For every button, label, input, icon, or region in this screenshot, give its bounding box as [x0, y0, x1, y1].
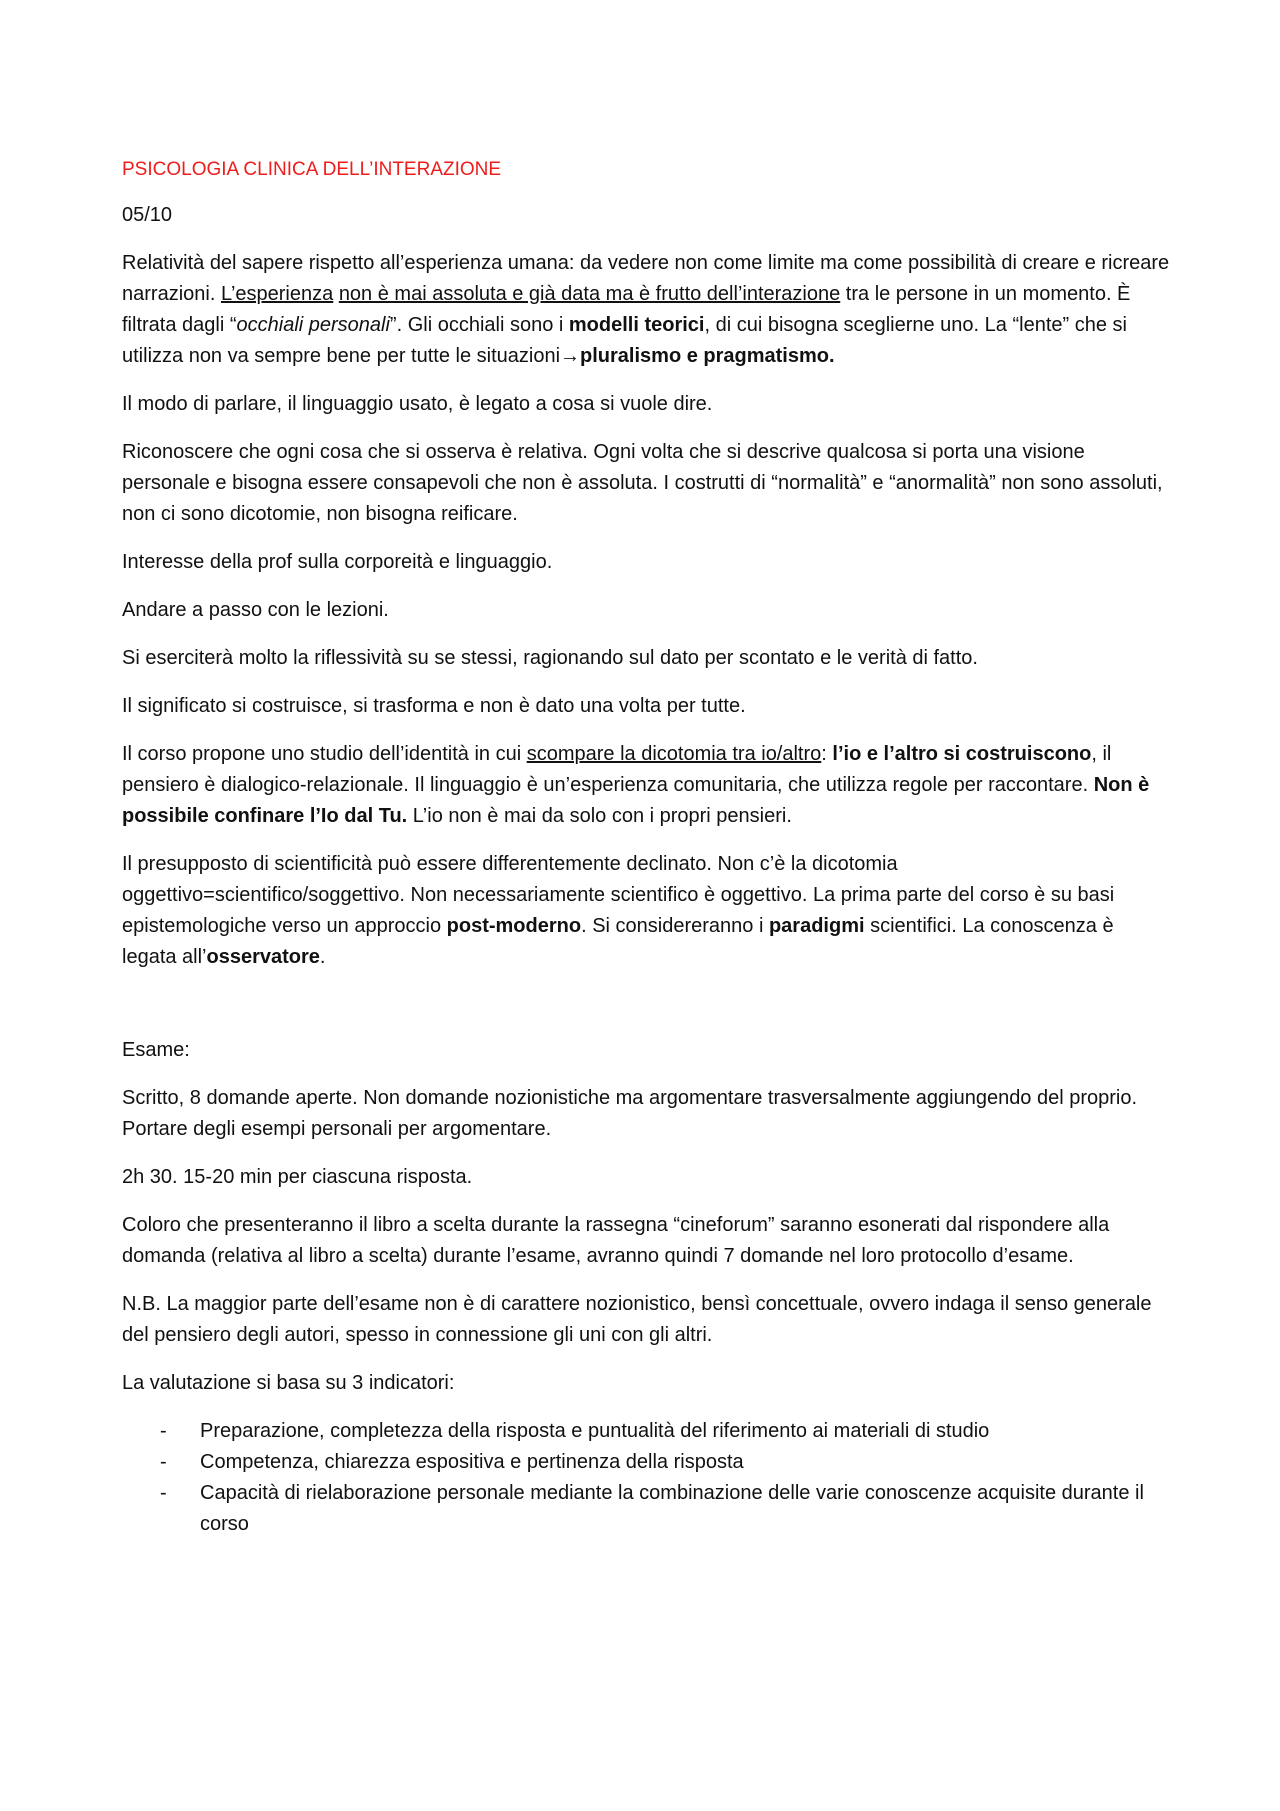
list-dash: - [160, 1482, 167, 1504]
paragraph-relative-observation: Riconoscere che ogni cosa che si osserva è relativa. Ogni volta che si descrive qualcosa si porta una visione personale e bisogna essere consapevoli che non è assoluta. I costrutti di “normalità” e “anormalità” non sono assoluti, non ci sono dicotomie, non bisogna reificare. [122, 441, 1163, 525]
paragraph-language: Il modo di parlare, il linguaggio usato, è legato a cosa si vuole dire. [122, 393, 713, 415]
blank-line [122, 990, 1172, 1035]
document-title: PSICOLOGIA CLINICA DELL’INTERAZIONE [122, 159, 502, 180]
document-page [122, 154, 1172, 1540]
list-dash: - [160, 1451, 167, 1473]
list-item-text: Preparazione, completezza della risposta e puntualità del riferimento ai materiali di studio [200, 1420, 990, 1442]
list-item [122, 1478, 1172, 1540]
list-item-text: Competenza, chiarezza espositiva e pertinenza della risposta [200, 1451, 744, 1473]
paragraph-reflexivity: Si eserciterà molto la riflessività su se stessi, ragionando sul dato per scontato e le verità di fatto. [122, 647, 978, 669]
list-item [122, 1447, 1172, 1478]
paragraph-lessons: Andare a passo con le lezioni. [122, 599, 389, 621]
exam-cineforum-note: Coloro che presenteranno il libro a scelta durante la rassegna “cineforum” saranno esonerati dal rispondere alla domanda (relativa al libro a scelta) durante l’esame, avranno quindi 7 domande nel loro protocollo d’esame. [122, 1214, 1110, 1267]
evaluation-intro: La valutazione si basa su 3 indicatori: [122, 1372, 455, 1394]
paragraph-corporeity: Interesse della prof sulla corporeità e linguaggio. [122, 551, 553, 573]
list-item-text: Capacità di rielaborazione personale mediante la combinazione delle varie conoscenze acquisite durante il corso [200, 1482, 1144, 1535]
list-dash: - [160, 1420, 167, 1442]
paragraph-relativity: Relatività del sapere rispetto all’esperienza umana: da vedere non come limite ma come possibilità di creare e ricreare narrazioni. L’esperienza non è mai assoluta e già data ma è frutto dell’interazione tra le persone in un momento. È filtrata dagli “occhiali personali”. Gli occhiali sono i modelli teorici, di cui bisogna sceglierne uno. La “lente” che si utilizza non va sempre bene per tutte le situazioni→pluralismo e pragmatismo. [122, 252, 1170, 367]
paragraph-identity: Il corso propone uno studio dell’identità in cui scompare la dicotomia tra io/altro: l’io e l’altro si costruiscono, il pensiero è dialogico-relazionale. Il linguaggio è un’esperienza comunitaria, che utilizza regole per raccontare. Non è possibile confinare l’Io dal Tu. L’io non è mai da solo con i propri pensieri. [122, 743, 1150, 827]
exam-heading: Esame: [122, 1039, 190, 1061]
exam-format: Scritto, 8 domande aperte. Non domande nozionistiche ma argomentare trasversalmente aggiungendo del proprio. Portare degli esempi personali per argomentare. [122, 1087, 1138, 1140]
indicator-list [122, 1416, 1172, 1540]
paragraph-meaning: Il significato si costruisce, si trasforma e non è dato una volta per tutte. [122, 695, 746, 717]
lecture-date: 05/10 [122, 204, 173, 226]
list-item [122, 1416, 1172, 1447]
exam-duration: 2h 30. 15-20 min per ciascuna risposta. [122, 1166, 473, 1188]
paragraph-scientificity: Il presupposto di scientificità può essere differentemente declinato. Non c’è la dicotomia oggettivo=scientifico/soggettivo. Non necessariamente scientifico è oggettivo. La prima parte del corso è su basi epistemologiche verso un approccio post-moderno. Si considereranno i paradigmi scientifici. La conoscenza è legata all’osservatore. [122, 853, 1115, 968]
exam-nb-note: N.B. La maggior parte dell’esame non è di carattere nozionistico, bensì concettuale, ovvero indaga il senso generale del pensiero degli autori, spesso in connessione gli uni con gli altri. [122, 1293, 1152, 1346]
